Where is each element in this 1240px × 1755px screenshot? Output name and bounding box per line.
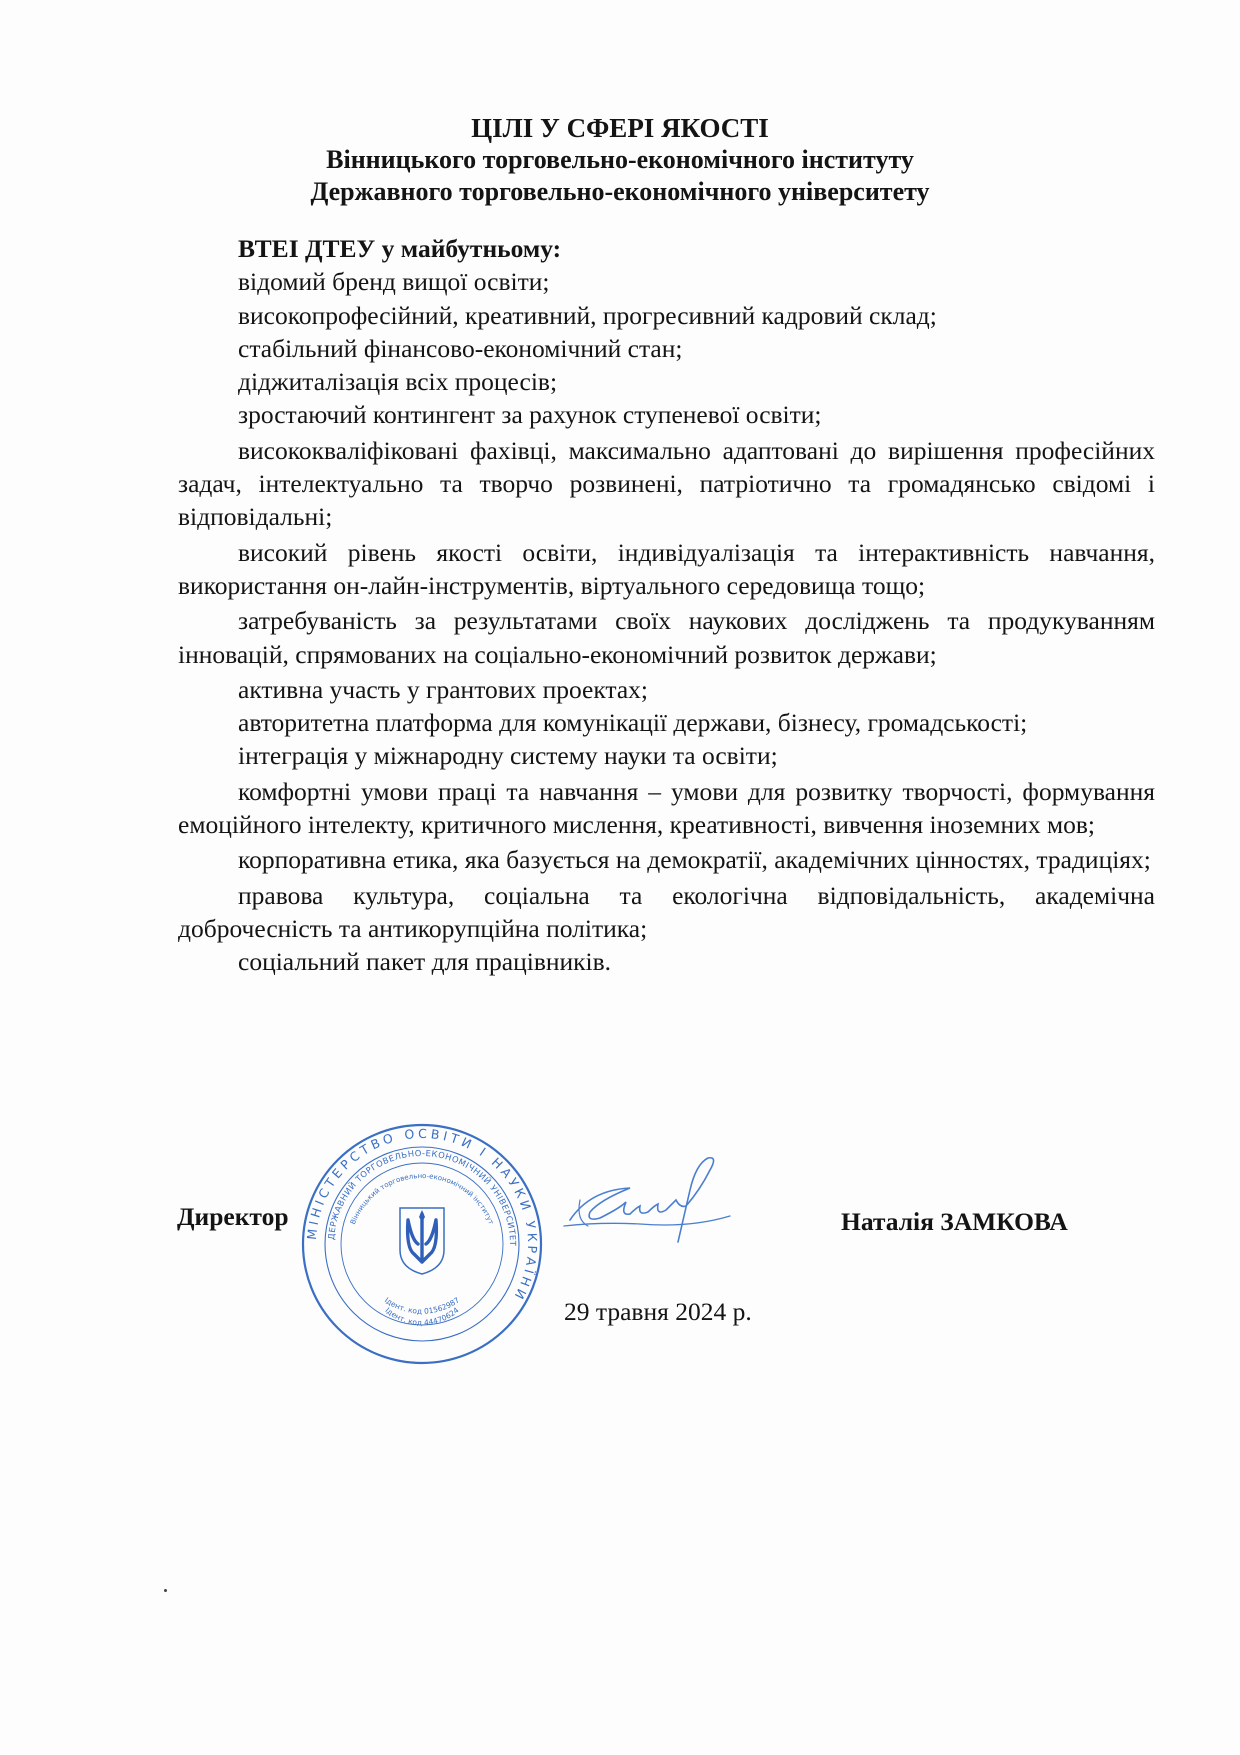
- document-date: 29 травня 2024 р.: [564, 1297, 752, 1326]
- goal-item: відомий бренд вищої освіти;: [238, 267, 550, 297]
- goal-item: стабільний фінансово-економічний стан;: [238, 333, 683, 363]
- goal-item: інтеграція у міжнародну систему науки та освіти;: [238, 741, 778, 771]
- stamp-middle-text: ДЕРЖАВНИЙ ТОРГОВЕЛЬНО-ЕКОНОМІЧНИЙ УНІВЕРСИТЕТ: [326, 1147, 519, 1247]
- stamp-inner-text: Вінницький торговельно-економічний інститут: [348, 1171, 496, 1226]
- goal-item: корпоративна етика, яка базується на демократії, академічних цінностях, традиціях;: [238, 845, 1151, 875]
- stamp-code2: Ідент. код 44470624: [383, 1305, 461, 1328]
- document-title: ЦІЛІ У СФЕРІ ЯКОСТІ: [471, 113, 769, 143]
- stamp-outer-text: МІНІСТЕРСТВО ОСВІТИ І НАУКИ УКРАЇНИ: [303, 1125, 541, 1305]
- goal-item: комфортні умови праці та навчання – умови для розвитку творчості, формування емоційного інтелекту, критичного мислення, креативності, вивчення іноземних мов;: [178, 776, 1155, 840]
- handwritten-signature: [560, 1150, 760, 1250]
- goal-item: правова культура, соціальна та екологічна відповідальність, академічна доброчесність та антикорупційна політика;: [178, 880, 1155, 943]
- goal-item: авторитетна платформа для комунікації держави, бізнесу, громадськості;: [238, 708, 1028, 738]
- goal-item: високопрофесійний, креативний, прогресивний кадровий склад;: [238, 300, 937, 330]
- document-subtitle-institute: Вінницького торговельно-економічного інституту: [326, 145, 914, 174]
- goal-item: високий рівень якості освіти, індивідуалізація та інтерактивність навчання, використання он-лайн-інструментів, віртуального середовища тощо;: [178, 537, 1155, 600]
- scan-artifact: [164, 1589, 167, 1592]
- document-subtitle-university: Державного торговельно-економічного університету: [310, 177, 930, 206]
- goal-item: соціальний пакет для працівників.: [238, 947, 612, 977]
- stamp-code1: Ідент. код 01562987: [382, 1295, 462, 1316]
- goal-item: активна участь у грантових проектах;: [238, 674, 649, 704]
- trident-icon: [400, 1208, 444, 1274]
- official-stamp: [300, 1122, 544, 1366]
- goal-item: затребуваність за результатами своїх наукових досліджень та продукуванням інновацій, спрямованих на соціально-економічний розвиток держави;: [178, 606, 1155, 669]
- signer-name: Наталія ЗАМКОВА: [841, 1207, 1068, 1236]
- signer-position: Директор: [177, 1202, 289, 1231]
- goal-item: зростаючий контингент за рахунок ступеневої освіти;: [238, 400, 822, 430]
- goal-item: висококваліфіковані фахівці, максимально адаптовані до вирішення професійних задач, інтелектуально та творчо розвинені, патріотично та громадянсько свідомі і відповідальні;: [178, 435, 1155, 532]
- goals-lead: ВТЕІ ДТЕУ у майбутньому:: [238, 234, 562, 263]
- goal-item: діджиталізація всіх процесів;: [238, 367, 558, 397]
